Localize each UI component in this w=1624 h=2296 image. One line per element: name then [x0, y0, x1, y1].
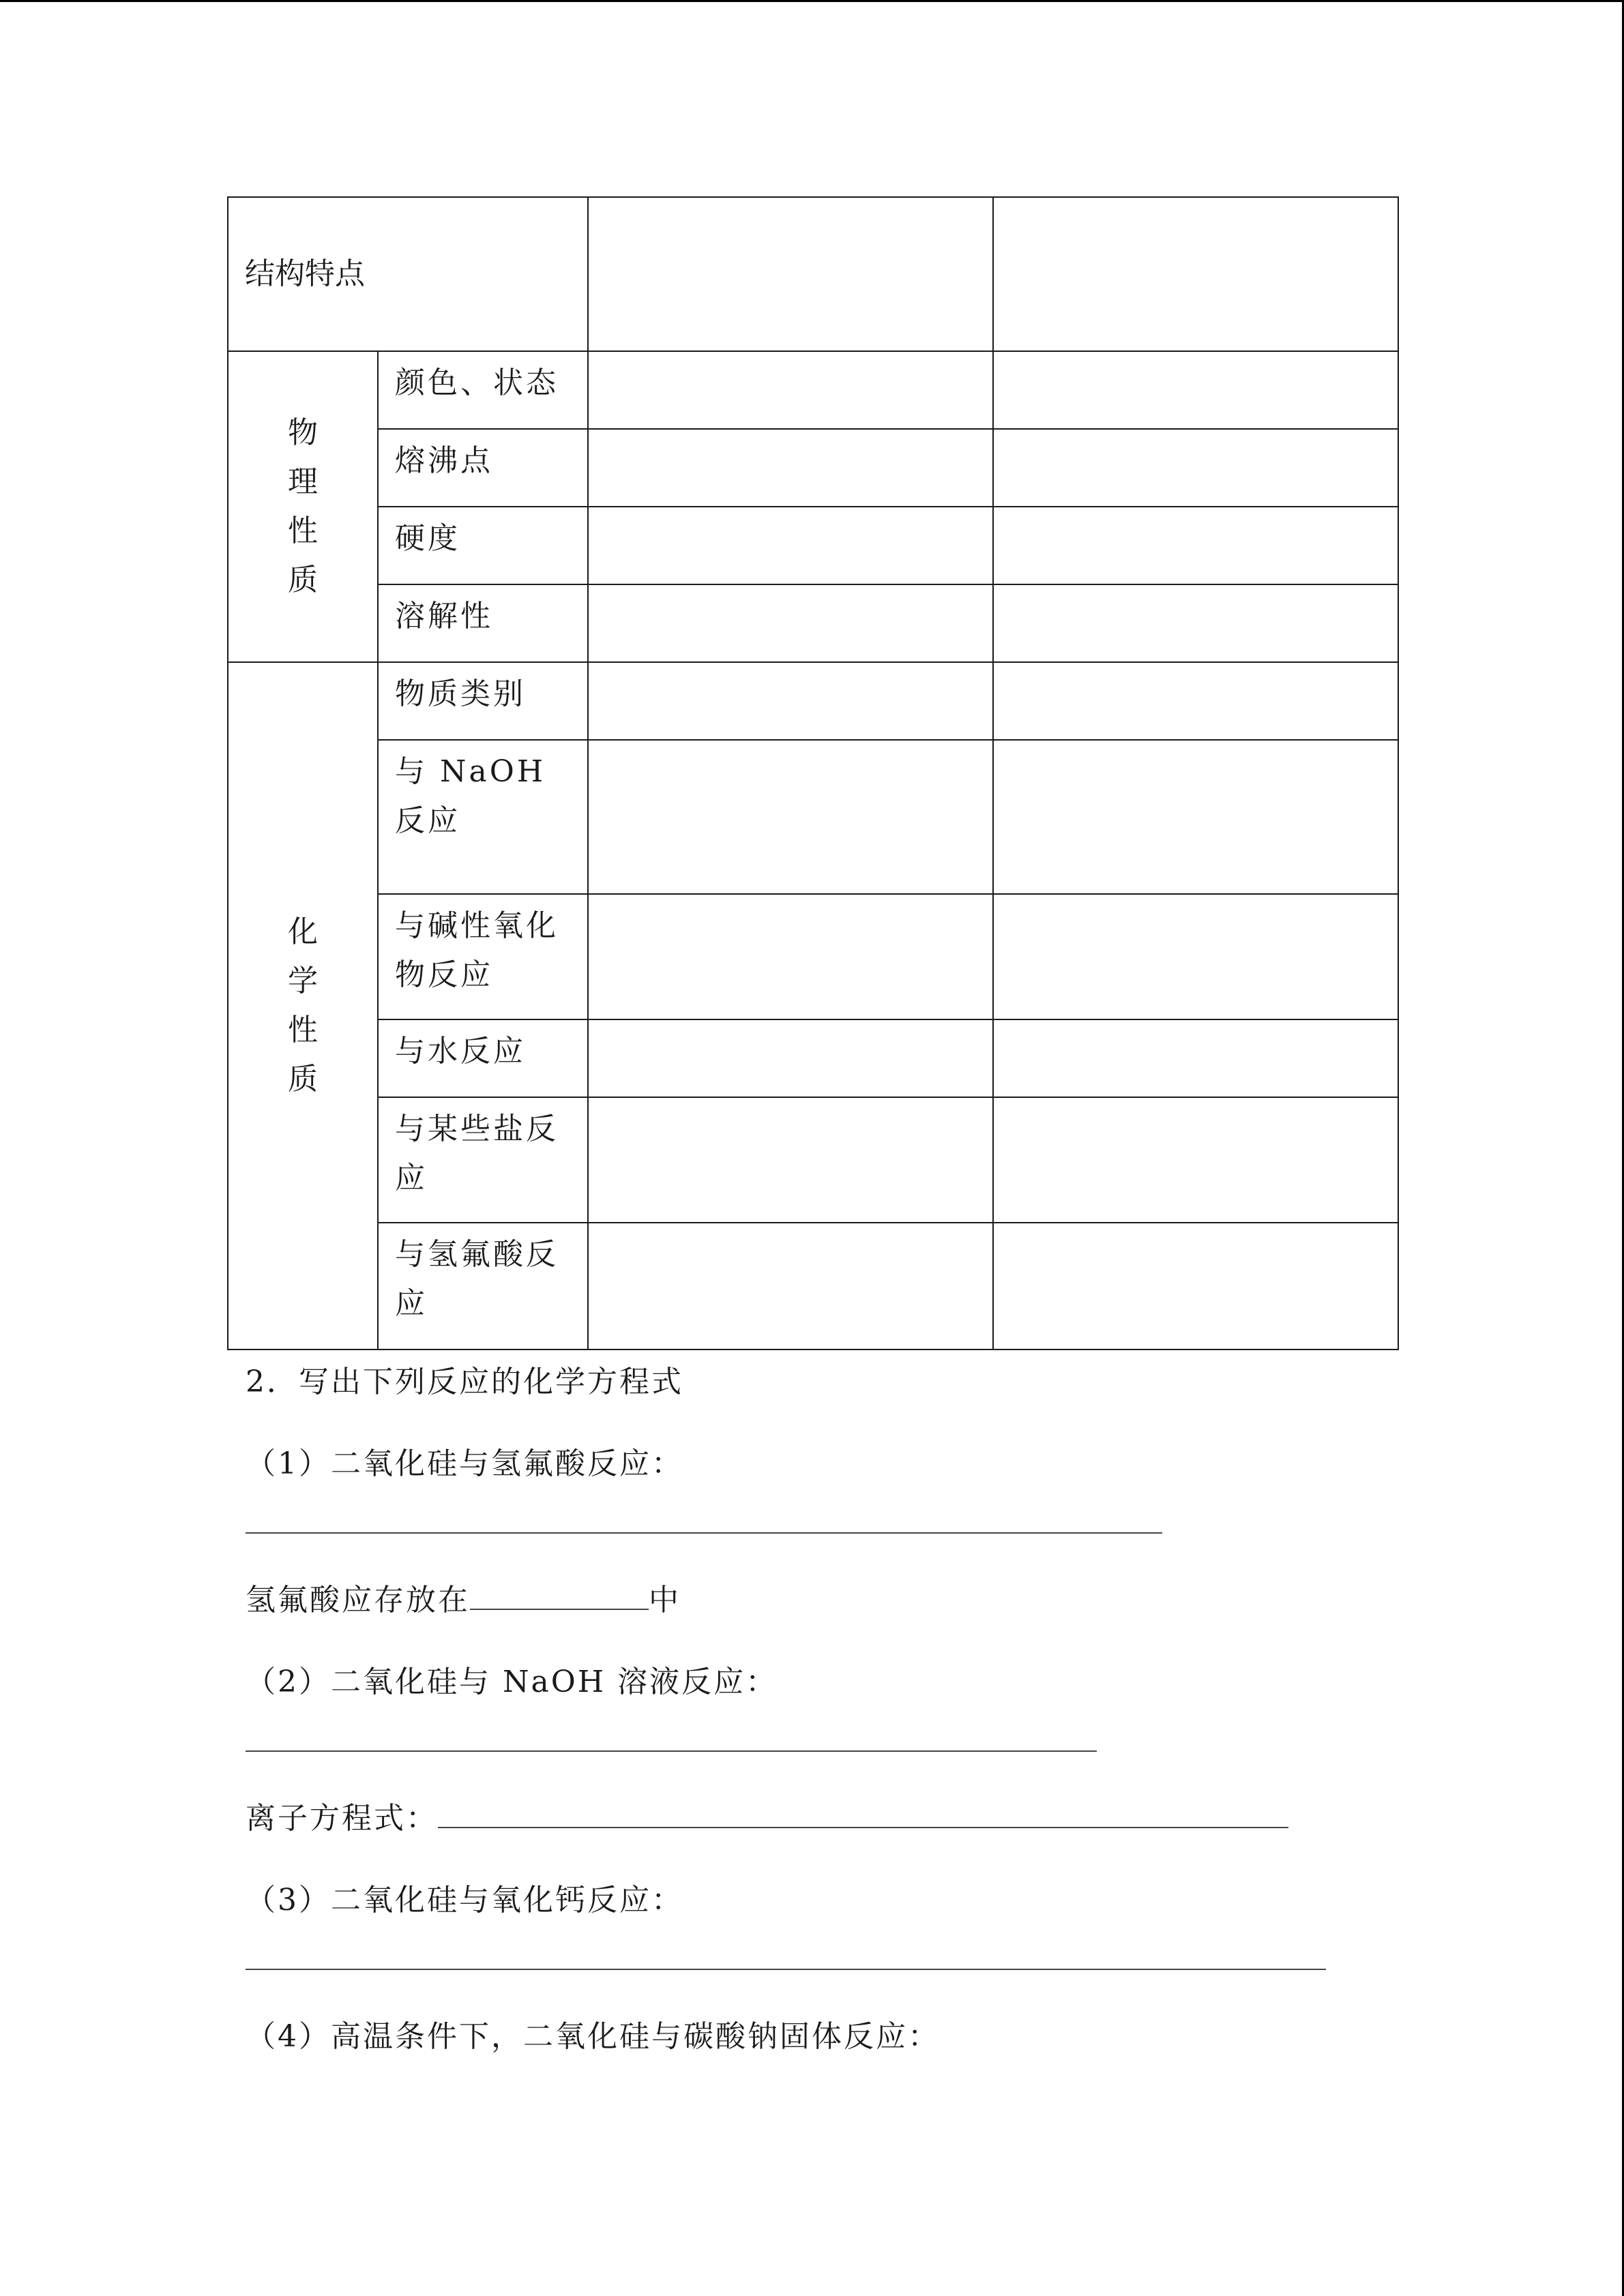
page-top-border [0, 0, 1624, 2]
chemical-group-label: 化学性质 [288, 914, 318, 1097]
answer-cell[interactable] [588, 1019, 993, 1097]
row-label-hf: 与氢氟酸反应 [378, 1223, 588, 1350]
row-label-solubility: 溶解性 [378, 584, 588, 662]
storage-suffix: 中 [649, 1583, 681, 1617]
row-label-color-state: 颜色、状态 [378, 351, 588, 429]
ionic-equation-blank[interactable] [438, 1800, 1288, 1828]
table-row [228, 1097, 1398, 1223]
row-label-naoh: 与 NaOH 反应 [378, 740, 588, 894]
question-3: （3）二氧化硅与氧化钙反应： [246, 1883, 683, 1918]
answer-cell[interactable] [993, 197, 1398, 351]
answer-cell[interactable] [588, 1097, 993, 1223]
table-row [228, 507, 1398, 584]
row-label-water: 与水反应 [378, 1019, 588, 1097]
answer-cell[interactable] [993, 1097, 1398, 1223]
answer-cell[interactable] [588, 894, 993, 1019]
storage-blank[interactable] [470, 1581, 649, 1610]
physical-group-label: 物理性质 [288, 415, 318, 597]
answer-cell[interactable] [588, 429, 993, 507]
storage-question [246, 1580, 681, 1621]
answer-line-1[interactable] [246, 1532, 1162, 1534]
answer-cell[interactable] [993, 507, 1398, 584]
table-row [228, 584, 1398, 662]
chemical-properties-group [228, 662, 378, 1350]
answer-line-2[interactable] [246, 1750, 1097, 1752]
answer-cell[interactable] [588, 1223, 993, 1350]
answer-cell[interactable] [588, 584, 993, 662]
physical-properties-group [228, 351, 378, 662]
question-4: （4）高温条件下，二氧化硅与碳酸钠固体反应： [246, 2019, 940, 2054]
row-label-melting-boiling: 熔沸点 [378, 429, 588, 507]
table-row [228, 1223, 1398, 1350]
table-row [228, 740, 1398, 894]
ionic-equation-label: 离子方程式： [246, 1801, 438, 1836]
answer-cell[interactable] [993, 584, 1398, 662]
answer-cell[interactable] [993, 1019, 1398, 1097]
answer-cell[interactable] [993, 740, 1398, 894]
answer-cell[interactable] [588, 351, 993, 429]
row-label-hardness: 硬度 [378, 507, 588, 584]
storage-prefix: 氢氟酸应存放在 [246, 1583, 470, 1617]
table-row [228, 429, 1398, 507]
row-label-substance-category: 物质类别 [378, 662, 588, 740]
answer-cell[interactable] [993, 351, 1398, 429]
structure-label: 结构特点 [228, 197, 588, 351]
table-row [228, 662, 1398, 740]
question-heading: 2．写出下列反应的化学方程式 [246, 1365, 683, 1399]
question-2: （2）二氧化硅与 NaOH 溶液反应： [246, 1665, 778, 1699]
table-row [228, 894, 1398, 1019]
ionic-equation-question [246, 1798, 1288, 1839]
silica-properties-table [227, 196, 1399, 1350]
row-label-salts: 与某些盐反应 [378, 1097, 588, 1223]
answer-cell[interactable] [993, 1223, 1398, 1350]
answer-cell[interactable] [588, 197, 993, 351]
answer-line-3[interactable] [246, 1969, 1326, 1970]
table-row [228, 1019, 1398, 1097]
question-1: （1）二氧化硅与氢氟酸反应： [246, 1446, 683, 1481]
answer-cell[interactable] [588, 662, 993, 740]
answer-cell[interactable] [588, 507, 993, 584]
answer-cell[interactable] [993, 894, 1398, 1019]
row-label-basic-oxide: 与碱性氧化物反应 [378, 894, 588, 1019]
answer-cell[interactable] [588, 740, 993, 894]
answer-cell[interactable] [993, 429, 1398, 507]
answer-cell[interactable] [993, 662, 1398, 740]
table-row [228, 351, 1398, 429]
table-row-structure [228, 197, 1398, 351]
